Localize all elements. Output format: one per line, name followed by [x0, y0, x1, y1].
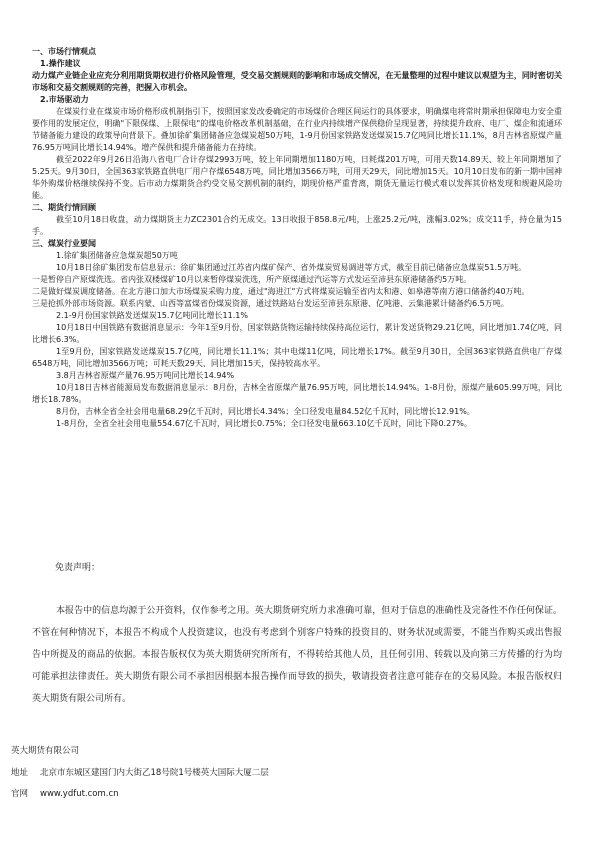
disclaimer-text: 本报告中的信息均源于公开资料，仅作参考之用。英大期货研究所力求准确可靠，但对于信息的准确性及完备性不作任何保证。不管在何种情况下，本报告不构成个人投资建议，也没有考虑到个别客户特殊的投资目的、财务状况或需要，不能当作购买或出售报告中所提及的商品的依据。本报告版权仅为英大期货研究所所有，不得转给其他人员，且任何引用、转载以及向第三方传播的行为均可能承担法律责任。英大期货有限公司不承担因根据本报告操作而导致的损失，敬请投资者注意可能存在的交易风险。本报告版权归英大期货有限公司所有。 [32, 606, 562, 704]
website-link[interactable]: www.ydfut.com.cn [40, 789, 119, 799]
paragraph: 截至10月18日收盘，动力煤期货主力ZC2301合约无成交。13日收报于858.8元/吨，上涨25.2元/吨，涨幅3.02%；成交11手，持仓量为15手。 [32, 215, 562, 236]
address-value: 北京市东城区建国门内大街乙18号院1号楼英大国际大厦二层 [40, 768, 269, 778]
paragraph: 10月18日徐矿集团发布信息显示：徐矿集团通过江苏省内煤矿保产、省外煤炭贸易调进等方式，截至目前已储备应急煤炭51.5万吨。 [56, 263, 527, 272]
paragraph: 8月份，吉林全省全社会用电量68.29亿千瓦时，同比增长4.34%；全口径发电量84.52亿千瓦时，同比增长12.91%。 [56, 407, 475, 416]
paragraph: 截至2022年9月26日沿海八省电厂合计存煤2993万吨，较上年同期增加1180万吨，日耗煤201万吨，可用天数14.89天、较上年同期增加了5.25天。9月30日，全国363家铁路直供电厂用户存煤6548万吨，同比增加3566万吨，可用天29天，同比增加15天。10月10日发布的新一期中国神华外购煤价格继续保持不变。后市动力煤期货合约受交易交割机制的制约，期现价格严重背离，期货无量运行模式难以发挥其价格发现和规避风险功能。 [32, 155, 562, 200]
recommendation-text: 动力煤产业链企业应充分利用期货期权进行价格风险管理，受交易交割规则的影响和市场成交情况，在无量整理的过程中建议以观望为主，同时密切关市场和交易交割规则的完善，把握入市机会。 [32, 71, 562, 92]
paragraph: 在煤炭行业在煤炭市场价格形成机制指引下，按照国家发改委确定的市场煤价合理区间运行的具体要求，明确煤电将常时期承担保障电力安全重要作用的发展定位，明确"下限保煤、上限保电"的煤电价格改革机制基础，在行业内持续增产保供稳价呈现显著，持续提升政府、电厂、煤企和流通环节储备能力建设的政策导向背景下。叠加徐矿集团储备应急煤炭超50万吨，1-9月份国家铁路发送煤炭15.7亿吨同比增长11.1%，8月吉林省原煤产量76.95万吨同比增长14.94%。增产保供和提升储备能力在持续。 [32, 107, 562, 152]
paragraph: 一是暂停自产原煤洗选。省内张双楼煤矿10月以来暂停煤炭洗选，所产原煤通过汽运等方式发运至沛县东原港储备约5万吨。 [32, 275, 472, 284]
subsection-heading: 2.市场驱动力 [40, 95, 89, 104]
paragraph: 10月18日中国铁路有数据消息显示：今年1至9月份，国家铁路货物运输持续保持高位运行，累计发送货物29.21亿吨，同比增加1.74亿吨，同比增长6.3%。 [32, 323, 562, 344]
report-body [32, 46, 562, 430]
paragraph: 二是做好煤炭调度储备。在北方港口加大市场煤炭采购力度，通过"海进江"方式将煤炭运输至省内太和港、如皋港等南方港口储备约40万吨。 [32, 287, 530, 296]
news-heading: 2.1-9月份国家铁路发送煤炭15.7亿吨同比增长11.1% [56, 311, 248, 320]
company-name: 英大期货有限公司 [11, 746, 80, 756]
paragraph: 1至9月份，国家铁路发送煤炭15.7亿吨，同比增长11.1%；其中电煤11亿吨，同比增长17%。截至9月30日，全国363家铁路直供电厂存煤6548万吨，同比增加3566万吨；可耗天数29天、同比增加15天，保持较高水平。 [32, 347, 562, 368]
website-line [11, 787, 119, 799]
disclaimer-title: 免责声明： [55, 563, 101, 573]
news-heading: 3.8月吉林省原煤产量76.95万吨同比增长14.94% [56, 371, 235, 380]
section-heading: 二、期货行情回顾 [32, 203, 96, 212]
paragraph: 1-8月份，全省全社会用电量554.67亿千瓦时，同比增长0.75%；全口径发电量663.10亿千瓦时，同比下降0.27%。 [56, 419, 472, 428]
website-label: 官网 [11, 789, 29, 799]
address-label: 地址 [11, 768, 29, 778]
paragraph: 10月18日吉林省能源局发布数据消息显示：8月份，吉林全省原煤产量76.95万吨，同比增长14.94%。1-8月份，原煤产量605.99万吨，同比增长18.78%。 [32, 383, 562, 404]
paragraph: 三是抢抓外部市场资源。联系内蒙、山西等富煤省份煤炭资源，通过铁路站台发运至沛县东原港、亿吨港、云集港累计储备约6.5万吨。 [32, 299, 509, 308]
subsection-heading: 1.操作建议 [40, 59, 81, 68]
section-heading: 一、市场行情观点 [32, 47, 96, 56]
section-heading: 三、煤炭行业要闻 [32, 239, 96, 248]
news-heading: 1.徐矿集团储备应急煤炭超50万吨 [56, 251, 178, 260]
address-line [11, 766, 269, 778]
